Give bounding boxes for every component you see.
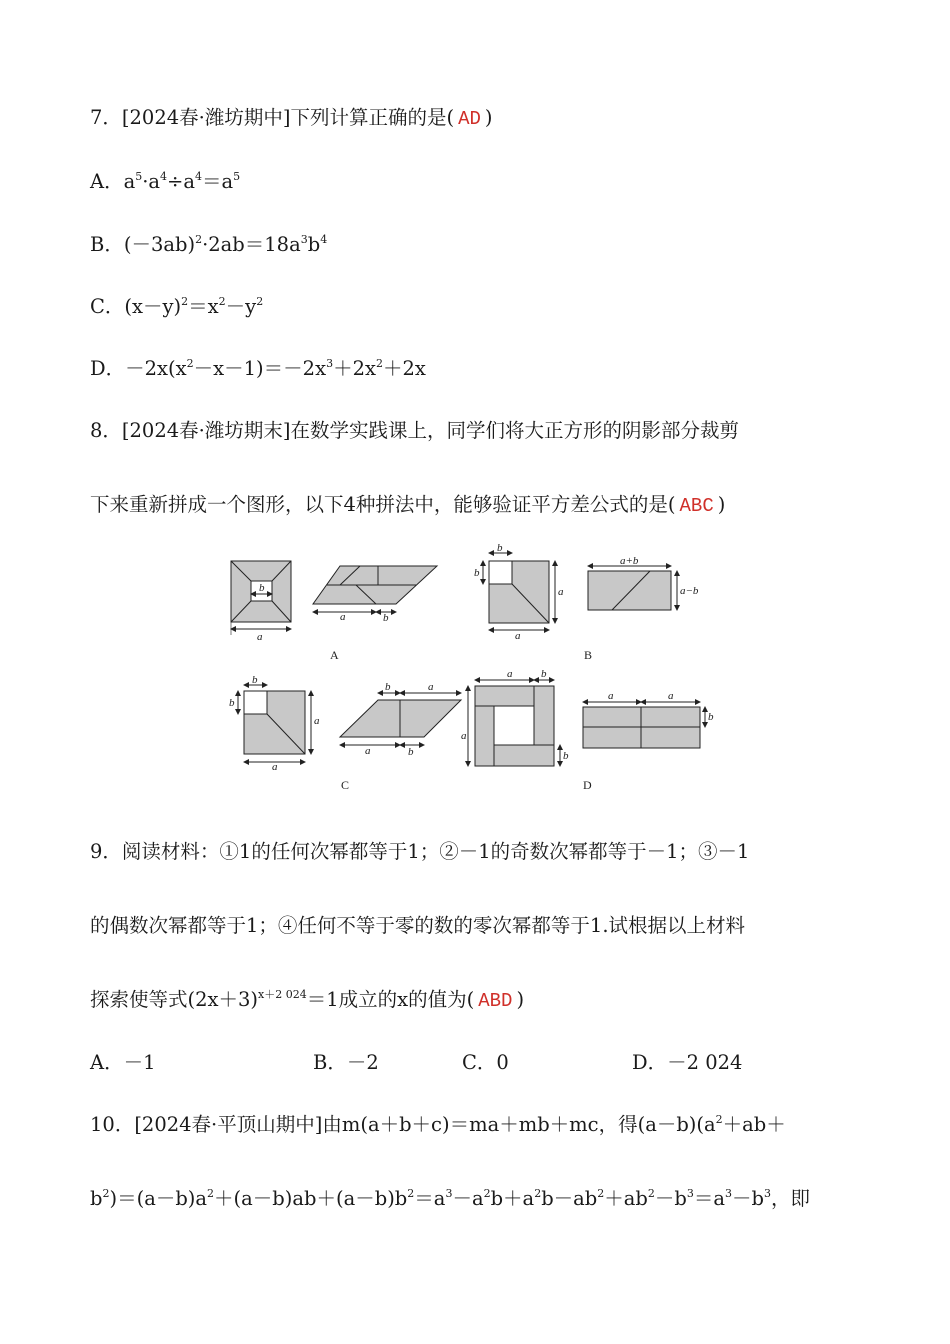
label: b bbox=[229, 697, 235, 709]
label: a−b bbox=[680, 585, 699, 597]
q10-stem-line1: 10．[2024春·平顶山期中]由m(a＋b＋c)＝ma＋mb＋mc，得$(a-b)(a^2+ab+$ bbox=[90, 1113, 786, 1136]
q7-answer: AD bbox=[458, 108, 481, 130]
q7-option-d: D．$-2x(x^2-x-1)=-2x^3+2x^2+2x$ bbox=[90, 357, 426, 380]
label: a bbox=[365, 745, 371, 757]
q10-stem-line2: $b^2)=(a-b)a^2+(a-b)ab+(a-b)b^2=a^3-a^2b+a^2b-ab^2+ab^2-b^3=a^3-b^3$，即 bbox=[90, 1187, 811, 1210]
q9-option-b: B．－2 bbox=[313, 1051, 379, 1074]
caption-d: D bbox=[583, 778, 592, 792]
label: a bbox=[507, 668, 513, 680]
q9-stem-line2: 的偶数次幂都等于1；④任何不等于零的数的零次幂都等于1.试根据以上材料 bbox=[90, 914, 746, 937]
q8-stem-line2: 下来重新拼成一个图形，以下4种拼法中，能够验证平方差公式的是( ABC ) bbox=[90, 493, 726, 517]
figure-a-parallelogram bbox=[313, 566, 437, 612]
q7-option-a: A．$a^5\cdot a^4\div a^4=a^5$ bbox=[90, 170, 241, 193]
caption-b: B bbox=[584, 648, 593, 662]
label: a bbox=[558, 586, 564, 598]
label: b bbox=[563, 750, 569, 762]
label: b bbox=[259, 582, 265, 594]
label: a bbox=[461, 730, 467, 742]
q9-option-c: C．0 bbox=[462, 1051, 509, 1074]
label: b bbox=[408, 746, 414, 758]
caption-c: C bbox=[341, 778, 350, 792]
q9-option-a: A．－1 bbox=[90, 1051, 156, 1074]
q8-stem-line1: 8．[2024春·潍坊期末]在数学实践课上，同学们将大正方形的阴影部分裁剪 bbox=[90, 419, 739, 442]
caption-a: A bbox=[330, 648, 339, 662]
figure-b-rectangle bbox=[588, 566, 677, 610]
figure-b-square bbox=[483, 553, 555, 630]
figure-c-square bbox=[238, 685, 311, 762]
label: b bbox=[497, 542, 503, 554]
figure-d-frame bbox=[468, 680, 560, 766]
label: b bbox=[708, 711, 714, 723]
q9-answer: ABD bbox=[478, 990, 513, 1012]
label: a bbox=[608, 690, 614, 702]
label: b bbox=[541, 668, 547, 680]
label: a bbox=[668, 690, 674, 702]
q9-option-d: D．－2 024 bbox=[632, 1051, 743, 1074]
q7-stem: 7．[2024春·潍坊期中]下列计算正确的是( AD ) bbox=[90, 106, 493, 130]
figure-d-rectangle bbox=[583, 702, 705, 748]
label: a+b bbox=[620, 555, 639, 567]
figure-c-parallelogram bbox=[340, 693, 461, 745]
q7-option-b: B．$(-3ab)^2\cdot 2ab=18a^3b^4$ bbox=[90, 233, 328, 256]
label: b bbox=[252, 674, 258, 686]
q8-answer: ABC bbox=[679, 495, 714, 517]
label: a bbox=[340, 611, 346, 623]
label: b bbox=[385, 681, 391, 693]
label: a bbox=[314, 715, 320, 727]
label: a bbox=[515, 630, 521, 642]
label: a bbox=[428, 681, 434, 693]
q7-option-c: C．$(x-y)^2=x^2-y^2$ bbox=[90, 295, 264, 318]
q9-stem-line3: 探索使等式$(2x+3)^{x+2 024}=1$成立的x的值为( ABD ) bbox=[90, 988, 525, 1012]
figure-a-square bbox=[231, 561, 291, 635]
q9-stem-line1: 9．阅读材料：①1的任何次幂都等于1；②－1的奇数次幂都等于－1；③－1 bbox=[90, 840, 750, 863]
label: b bbox=[474, 567, 480, 579]
label: a bbox=[272, 761, 278, 773]
label: b bbox=[383, 612, 389, 624]
label: a bbox=[257, 631, 263, 643]
